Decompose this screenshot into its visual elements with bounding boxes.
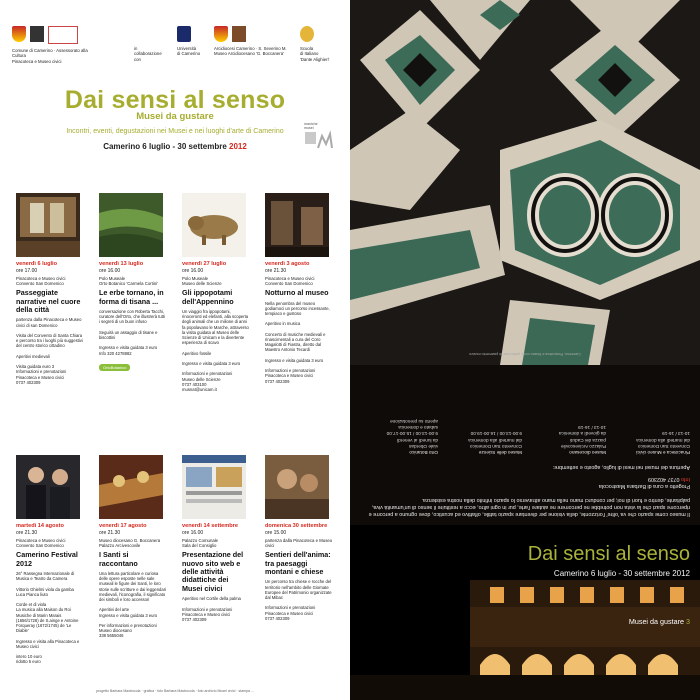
event-place: Palazzo Comunale Sala del Consiglio [182, 537, 219, 548]
logo-comune [12, 26, 100, 64]
event-photo [265, 455, 329, 519]
project-credit [360, 475, 690, 489]
event-description: Un viaggio fra ippopotami, rinoceronti ed elefanti, alla scoperta degli animali che un milione di anni fa popolavano le Marche, attraverso la visita guidata al Museo delle Scienze di Unicam e la divertente esperienza di scavo Aperitivo fossile Ingresso e visita guidata 3 euro Informazioni e prenotazioni Museo delle Scienze 0737 403100 musnat@unicam.it [182, 309, 249, 393]
event-time: ore 21.30 [16, 529, 38, 536]
event-description: partenza dalla Pinacoteca e Museo civici di san Domenico Visita del Convento di Santa Chiara e percorso tra i luoghi più suggestivi del centro storico cittadino Aperitivi medievali Visita guidata euro 3 Informazioni e prenotazioni Pinacoteca e Museo civici 0737 402309 [16, 317, 83, 385]
logo-caption: in collaborazione con [134, 46, 162, 62]
event-time: ore 16.00 [182, 267, 204, 274]
orto-botanico-badge: OrtoBotanico [99, 364, 130, 371]
cover-dates: Camerino 6 luglio - 30 settembre 2012 [553, 569, 690, 578]
university-seal-icon [177, 26, 191, 42]
event-date: venerdì 17 agosto [99, 523, 147, 529]
logo-collaboration [134, 26, 174, 62]
event-time: ore 15.00 [265, 529, 287, 536]
logo-caption: Comune di Camerino · Assessorato alla Cultura Pinacoteca e Museo civici [12, 48, 88, 64]
partner-logos [12, 26, 342, 86]
event-photo [16, 455, 80, 519]
event-photo [16, 193, 80, 257]
event-photo [99, 193, 163, 257]
event-photo [182, 455, 246, 519]
event-title: Passeggiate narrative nel cuore della città [16, 288, 81, 314]
credit-prefix: Progetto a cura di Barbara Mastrocola [598, 483, 690, 490]
event-card [99, 193, 167, 374]
event-time: ore 16.00 [182, 529, 204, 536]
hours-column [620, 430, 690, 455]
credit-phone: 0737 402309 [648, 476, 680, 483]
cover-panel [350, 525, 700, 700]
hours-column [536, 424, 606, 455]
logo-caption: maniche musei [304, 122, 318, 130]
event-card [182, 455, 250, 622]
event-title: Notturno al museo [265, 288, 329, 298]
diocese-crest-icon [214, 26, 228, 42]
event-date: venerdì 6 luglio [16, 261, 58, 267]
event-date: venerdì 3 agosto [265, 261, 310, 267]
mosaic-pattern-image [350, 0, 700, 365]
event-description: conversazione con Roberta Tacchi, curatore dell'Orto, che illustrerà tutti i segreti di un buon infuso Seguirà un assaggio di tisane e biscottini Ingresso e visita guidata 3 euro Info 320 4278882 [99, 309, 165, 356]
event-place: Museo diocesano G. Boccanera Palazzo Arcivescovile [99, 537, 161, 548]
event-description: Aperitivo nel Cortile della palma Informazioni e prenotazioni Pinacoteca e Museo civici 0737 402309 [182, 596, 241, 623]
logo-universita [177, 26, 219, 57]
museum-logo-icon [232, 26, 246, 42]
cover-issue-number: 3 [686, 617, 690, 626]
print-credits: progetto Barbara Mastrocola · grafica · foto Barbara Mastrocola · foto archivio Musei civici · stampa ... [96, 689, 254, 693]
mosaic-credit: Camerino, Pinacoteca e Museo civici, particolare di pavimento musivo [469, 352, 581, 356]
marche-musei-logo [304, 122, 338, 158]
event-photo [265, 193, 329, 257]
event-photo [182, 193, 246, 257]
event-place: partenza dalla Pinacoteca e Museo civici [265, 537, 333, 548]
event-card [265, 455, 333, 621]
hours-title: Apertura dei musei nei mesi di luglio, agosto e settembre: [552, 463, 690, 470]
hours-column [368, 418, 438, 455]
intro-text: Il museo come spazio che va 'oltre' l'orizzonte, della visione per diventare spazio tattile, olfattivo ed acustico, dove ognuno a percorre e ripercorre spazi che la vista non potrebbe ne percorrere ne aiutare l'arte, pur in ogni altro, ecco a restituire il senso di un'umanità viva, palpitante, dentro e fuori di noi; per condurci mano nella mano attraverso lo spazio infinito della nostra esistenza. [368, 496, 690, 517]
event-place: Pinacoteca e Museo civici Convento San Domenico [265, 275, 315, 286]
event-time: ore 17.00 [16, 267, 38, 274]
event-dates [0, 142, 350, 151]
panel-intro [360, 463, 690, 517]
event-place: Pinacoteca e Museo civici Convento San Domenico [16, 275, 66, 286]
museum-hours [360, 375, 690, 455]
inverted-info-panel [350, 365, 700, 525]
hours-text: Convento San Domenico dal martedì alla domenica 10-13 / 16-19 [636, 431, 690, 449]
logo-caption: Arcidiocesi Camerino · S. Severino M. Museo Arcidiocesano 'G. Boccanera' [214, 46, 287, 57]
dates-range: Camerino 6 luglio - 30 settembre [103, 142, 227, 151]
inverted-content [350, 365, 700, 525]
event-time: ore 21.30 [265, 267, 287, 274]
event-title: Gli ippopotami dell'Appennino [182, 288, 234, 306]
subtitle: Musei da gustare [136, 111, 214, 122]
event-description: 26° Rassegna Internazionale di Musica e Teatro da Camera Vittorio Ghielmi viola da gamba Luca Pianca liuto Corde et di viola La musica alla Maison du Roi Musiche di Marin Marais (1656/1728) de S.ainge e Antoine Forqueray (1672/1745) de 'Le Diable' Ingresso e visita alla Pinacoteca e Museo civici intero 10 euro ridotto 5 euro [16, 571, 80, 665]
logo-caption: Scuola di Italiano 'Dante Alighieri' [300, 46, 330, 62]
hours-head: Museo diocesano [569, 450, 606, 455]
event-title: Le erbe tornano, in forma di tisana ... [99, 288, 164, 306]
event-description: Una lettura particolare e curiosa delle opere esposte nelle sale museali le figure dei Santi, le loro storie sulle scritture e dai leggendari medievali, l'iconografia, il significato dei simboli e loro accessori Aperitivi del arte Ingresso e visita guidata 3 euro Per informazioni e prenotazioni Museo diocesano 338 5655046 [99, 571, 167, 639]
mosaic-photo [350, 0, 700, 365]
event-title: Sentieri dell'anima: tra paesaggi montani e chiese [265, 550, 331, 576]
camerino-logo-icon [30, 26, 44, 42]
event-description: Un percorso tra chiese e rocche del territorio nell'ambito delle Giornate Europee del Patrimonio organizzate dal Mibac Informazioni e prenotazioni Pinacoteca e Museo civici 0737 402309 [265, 579, 332, 621]
event-date: venerdì 14 settembre [182, 523, 238, 529]
event-date: venerdì 27 luglio [182, 261, 227, 267]
event-place: Pinacoteca e Museo civici Convento San Domenico [16, 537, 66, 548]
sponsor-logo-icon [48, 26, 78, 44]
event-card [16, 455, 84, 665]
credit-info-label: Info [681, 476, 690, 483]
event-card [265, 193, 333, 384]
main-title: Dai sensi al senso [64, 86, 286, 114]
comune-crest-icon [12, 26, 26, 42]
marche-musei-mark-icon [304, 130, 334, 152]
event-date: venerdì 13 luglio [99, 261, 144, 267]
hours-head: Orto Botanico [409, 450, 438, 455]
event-time: ore 21.30 [99, 529, 121, 536]
event-card [182, 193, 250, 392]
event-place: Polo Museale Orto Botanico 'Carmela Cortini' [99, 275, 158, 286]
logo-arcidiocesi [214, 26, 304, 57]
hours-text: viale Oberdan da lunedì al venerdì 9.00-13.00 / 15.00-17.00 sabato e domenica aperto su prenotazione [386, 418, 438, 449]
event-description: Nella penombra del museo godiamoci un percorso incessante, tempiaco e gustoso Aperitivo in musica Concerto di musiche medievali e rinascimentali a cura del Coro Magalotti di Fiastra, diretto dal Maestro Antonio Tecardi Ingresso e visita guidata 3 euro Informazioni e prenotazioni Pinacoteca e Museo civici 0737 402309 [265, 300, 330, 384]
cover-musei-label: Musei da gustare [628, 617, 684, 626]
event-title: Presentazione del nuovo sito web e delle attività didattiche dei Musei civici [182, 550, 244, 593]
cover-title: Dai sensi al senso [527, 543, 690, 565]
logo-scuola [300, 26, 345, 62]
hours-head: Museo delle Scienze [478, 450, 522, 455]
event-title: I Santi si raccontano [99, 550, 138, 568]
hours-head: Pinacoteca e Museo civici [636, 450, 690, 455]
event-photo [99, 455, 163, 519]
hours-text: Convento San Domenico dal martedì alla domenica 9.00-13.00 / 16.00-19.00 [468, 431, 522, 449]
hours-text: Palazzo Arcivescovile piazza dei Caduti da giovedì a domenica 10-13 / 16-19 [558, 425, 606, 449]
hours-column [452, 430, 522, 455]
event-time: ore 16.00 [99, 267, 121, 274]
event-date: domenica 30 settembre [265, 523, 328, 529]
event-date: martedì 14 agosto [16, 523, 64, 529]
event-place: Polo Museale Museo delle Scienze [182, 275, 222, 286]
event-card [16, 193, 84, 385]
event-title: Camerino Festival 2012 [16, 550, 78, 568]
school-logo-icon [300, 26, 314, 42]
logo-caption: Università di Camerino [177, 46, 201, 57]
tagline: Incontri, eventi, degustazioni nei Musei e nei luoghi d'arte di Camerino [66, 128, 284, 135]
dates-year: 2012 [229, 142, 247, 151]
event-card [99, 455, 167, 639]
cover-subtitle [360, 617, 690, 626]
